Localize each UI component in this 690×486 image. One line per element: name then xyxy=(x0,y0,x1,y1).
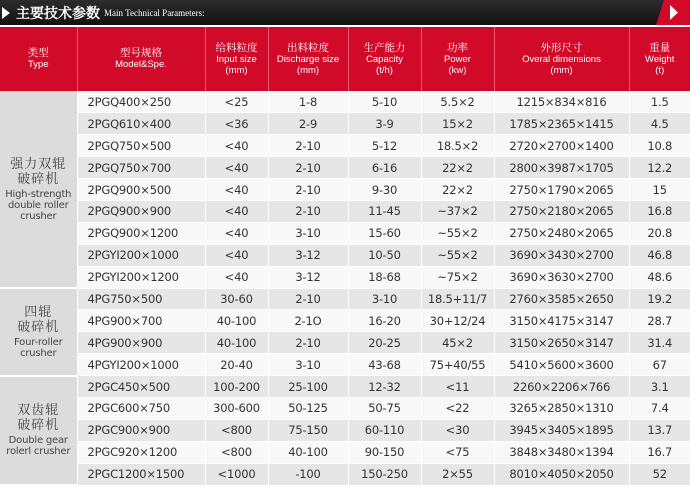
discharge-size-cell: 25-100 xyxy=(268,376,348,398)
weight-cell: 28.7 xyxy=(629,310,690,332)
dimensions-cell: 2750×2480×2065 xyxy=(494,222,629,244)
power-cell: <30 xyxy=(421,419,494,441)
crusher-type-name-en xyxy=(0,189,77,222)
capacity-cell: 43-68 xyxy=(348,354,421,376)
discharge-size-cell: 2-10 xyxy=(268,157,348,179)
table-row xyxy=(0,288,690,310)
column-header-cn: 出料粒度 xyxy=(269,43,348,54)
model-cell: 4PG750×500 xyxy=(77,288,205,310)
dimensions-cell: 5410×5600×3600 xyxy=(494,354,629,376)
column-header-cn: 重量 xyxy=(630,43,690,54)
capacity-cell: 20-25 xyxy=(348,332,421,354)
weight-cell: 4.5 xyxy=(629,113,690,135)
crusher-type-name-en-line: High-strength xyxy=(5,189,71,200)
model-cell: 2PGC920×1200 xyxy=(77,441,205,463)
discharge-size-cell: 3-10 xyxy=(268,222,348,244)
capacity-cell: 9-30 xyxy=(348,179,421,201)
discharge-size-cell: 2-10 xyxy=(268,200,348,222)
weight-cell: 19.2 xyxy=(629,288,690,310)
table-row xyxy=(0,463,690,485)
crusher-type-name-en-line: crusher xyxy=(20,348,56,359)
dimensions-cell: 3150×2650×3147 xyxy=(494,332,629,354)
discharge-size-cell: 50-125 xyxy=(268,397,348,419)
table-row xyxy=(0,266,690,288)
discharge-size-cell: -100 xyxy=(268,463,348,485)
power-cell: 2×55 xyxy=(421,463,494,485)
model-cell: 2PGYI200×1000 xyxy=(77,244,205,266)
power-cell: 22×2 xyxy=(421,179,494,201)
weight-cell: 16.8 xyxy=(629,200,690,222)
crusher-type-name-en-line: Four-roller xyxy=(14,337,63,348)
discharge-size-cell: 3-10 xyxy=(268,354,348,376)
power-cell: 30+12/24 xyxy=(421,310,494,332)
model-cell: 2PGC1200×1500 xyxy=(77,463,205,485)
weight-cell: 12.2 xyxy=(629,157,690,179)
discharge-size-cell: 2-10 xyxy=(268,288,348,310)
column-header xyxy=(77,27,205,91)
dimensions-cell: 3265×2850×1310 xyxy=(494,397,629,419)
discharge-size-cell: 2-1O xyxy=(268,310,348,332)
dimensions-cell: 1785×2365×1415 xyxy=(494,113,629,135)
column-header-unit: (t/h) xyxy=(349,65,421,76)
column-header-en: Capacity xyxy=(349,54,421,65)
crusher-type-name-cn-line: 四辊 xyxy=(24,305,52,320)
crusher-type-name-en-line: double roller xyxy=(8,200,69,211)
table-row xyxy=(0,397,690,419)
power-cell: 18.5×2 xyxy=(421,135,494,157)
crusher-type-name-cn-line: 破碎机 xyxy=(17,172,59,187)
header-row xyxy=(0,27,690,91)
discharge-size-cell: 2-9 xyxy=(268,113,348,135)
input-size-cell: <40 xyxy=(205,179,268,201)
weight-cell: 1.5 xyxy=(629,91,690,113)
crusher-type-name-cn-line: 强力双辊 xyxy=(10,157,66,172)
weight-cell: 52 xyxy=(629,463,690,485)
capacity-cell: 11-45 xyxy=(348,200,421,222)
weight-cell: 46.8 xyxy=(629,244,690,266)
column-header-unit: (mm) xyxy=(495,65,629,76)
weight-cell: 67 xyxy=(629,354,690,376)
crusher-type-name-en-line: Double gear xyxy=(9,435,68,446)
weight-cell: 16.7 xyxy=(629,441,690,463)
spec-table xyxy=(0,27,690,486)
power-cell: 5.5×2 xyxy=(421,91,494,113)
table-row xyxy=(0,354,690,376)
table-row xyxy=(0,91,690,113)
column-header xyxy=(205,27,268,91)
model-cell: 2PGC900×900 xyxy=(77,419,205,441)
power-cell: 22×2 xyxy=(421,157,494,179)
capacity-cell: 3-10 xyxy=(348,288,421,310)
capacity-cell: 10-50 xyxy=(348,244,421,266)
capacity-cell: 12-32 xyxy=(348,376,421,398)
dimensions-cell: 3150×4175×3147 xyxy=(494,310,629,332)
input-size-cell: 300-600 xyxy=(205,397,268,419)
capacity-cell: 150-250 xyxy=(348,463,421,485)
power-cell: ~37×2 xyxy=(421,200,494,222)
power-cell: 18.5+11/7 xyxy=(421,288,494,310)
capacity-cell: 16-20 xyxy=(348,310,421,332)
input-size-cell: <40 xyxy=(205,157,268,179)
table-row xyxy=(0,244,690,266)
table-row xyxy=(0,179,690,201)
crusher-type-cell xyxy=(0,288,77,376)
power-cell: ~75×2 xyxy=(421,266,494,288)
column-header-en: Type xyxy=(0,59,77,70)
input-size-cell: <40 xyxy=(205,135,268,157)
section-title-en: Main Technical Parameters: xyxy=(104,8,205,18)
column-header-cn: 类型 xyxy=(0,48,77,59)
input-size-cell: <25 xyxy=(205,91,268,113)
column-header xyxy=(268,27,348,91)
column-header-en: Overal dimensions xyxy=(495,54,629,65)
dimensions-cell: 2760×3585×2650 xyxy=(494,288,629,310)
crusher-type-name-en-line: rolerl crusher xyxy=(6,446,70,457)
section-title-cn: 主要技术参数 xyxy=(16,3,100,23)
input-size-cell: 40-100 xyxy=(205,332,268,354)
weight-cell: 13.7 xyxy=(629,419,690,441)
power-cell: 45×2 xyxy=(421,332,494,354)
crusher-type-name-cn xyxy=(0,305,77,335)
input-size-cell: <800 xyxy=(205,441,268,463)
model-cell: 4PGYI200×1000 xyxy=(77,354,205,376)
crusher-type-name-cn-line: 双齿辊 xyxy=(17,403,59,418)
table-row xyxy=(0,113,690,135)
model-cell: 2PGQ900×500 xyxy=(77,179,205,201)
weight-cell: 15 xyxy=(629,179,690,201)
crusher-type-name-cn-line: 破碎机 xyxy=(17,418,59,433)
column-header xyxy=(629,27,690,91)
input-size-cell: <40 xyxy=(205,244,268,266)
dimensions-cell: 2720×2700×1400 xyxy=(494,135,629,157)
discharge-size-cell: 2-10 xyxy=(268,179,348,201)
table-row xyxy=(0,376,690,398)
crusher-type-cell xyxy=(0,376,77,485)
weight-cell: 3.1 xyxy=(629,376,690,398)
arrow-icon xyxy=(2,7,10,19)
crusher-type-name-en-line: crusher xyxy=(20,211,56,222)
model-cell: 2PGQ900×900 xyxy=(77,200,205,222)
table-row xyxy=(0,310,690,332)
model-cell: 2PGQ900×1200 xyxy=(77,222,205,244)
model-cell: 4PG900×700 xyxy=(77,310,205,332)
power-cell: 75+40/55 xyxy=(421,354,494,376)
model-cell: 2PGYI200×1200 xyxy=(77,266,205,288)
capacity-cell: 60-110 xyxy=(348,419,421,441)
discharge-size-cell: 1-8 xyxy=(268,91,348,113)
model-cell: 2PGQ750×500 xyxy=(77,135,205,157)
dimensions-cell: 3690×3430×2700 xyxy=(494,244,629,266)
discharge-size-cell: 3-12 xyxy=(268,266,348,288)
dimensions-cell: 2260×2206×766 xyxy=(494,376,629,398)
table-row xyxy=(0,441,690,463)
column-header xyxy=(421,27,494,91)
table-row xyxy=(0,135,690,157)
power-cell: ~55×2 xyxy=(421,222,494,244)
power-cell: <22 xyxy=(421,397,494,419)
weight-cell: 7.4 xyxy=(629,397,690,419)
dimensions-cell: 1215×834×816 xyxy=(494,91,629,113)
column-header-cn: 功率 xyxy=(422,43,494,54)
column-header-unit: (kw) xyxy=(422,65,494,76)
crusher-type-name-cn xyxy=(0,157,77,187)
discharge-size-cell: 75-150 xyxy=(268,419,348,441)
column-header-cn: 给料粒度 xyxy=(206,43,268,54)
capacity-cell: 5-12 xyxy=(348,135,421,157)
capacity-cell: 90-150 xyxy=(348,441,421,463)
capacity-cell: 5-10 xyxy=(348,91,421,113)
column-header xyxy=(348,27,421,91)
power-cell: <11 xyxy=(421,376,494,398)
weight-cell: 10.8 xyxy=(629,135,690,157)
column-header-en: Weight xyxy=(630,54,690,65)
column-header-unit: (mm) xyxy=(269,65,348,76)
column-header-unit: (mm) xyxy=(206,65,268,76)
table-row xyxy=(0,222,690,244)
crusher-type-name-en xyxy=(0,435,77,457)
capacity-cell: 3-9 xyxy=(348,113,421,135)
dimensions-cell: 3848×3480×1394 xyxy=(494,441,629,463)
table-body xyxy=(0,91,690,485)
column-header xyxy=(0,27,77,91)
column-header-cn: 生产能力 xyxy=(349,43,421,54)
discharge-size-cell: 40-100 xyxy=(268,441,348,463)
column-header-en: Discharge size xyxy=(269,54,348,65)
model-cell: 2PGC600×750 xyxy=(77,397,205,419)
dimensions-cell: 3945×3405×1895 xyxy=(494,419,629,441)
column-header-cn: 型号规格 xyxy=(78,48,205,59)
column-header-en: Model&Spe. xyxy=(78,59,205,70)
title-bar xyxy=(0,0,690,25)
discharge-size-cell: 2-10 xyxy=(268,332,348,354)
capacity-cell: 18-68 xyxy=(348,266,421,288)
weight-cell: 31.4 xyxy=(629,332,690,354)
discharge-size-cell: 2-10 xyxy=(268,135,348,157)
model-cell: 2PGQ610×400 xyxy=(77,113,205,135)
input-size-cell: <1000 xyxy=(205,463,268,485)
model-cell: 4PG900×900 xyxy=(77,332,205,354)
weight-cell: 48.6 xyxy=(629,266,690,288)
dimensions-cell: 8010×4050×2050 xyxy=(494,463,629,485)
table-row xyxy=(0,157,690,179)
weight-cell: 20.8 xyxy=(629,222,690,244)
capacity-cell: 50-75 xyxy=(348,397,421,419)
input-size-cell: <800 xyxy=(205,419,268,441)
input-size-cell: 30-60 xyxy=(205,288,268,310)
model-cell: 2PGC450×500 xyxy=(77,376,205,398)
dimensions-cell: 2800×3987×1705 xyxy=(494,157,629,179)
input-size-cell: 100-200 xyxy=(205,376,268,398)
column-header xyxy=(494,27,629,91)
input-size-cell: <40 xyxy=(205,200,268,222)
input-size-cell: 20-40 xyxy=(205,354,268,376)
column-header-cn: 外形尺寸 xyxy=(495,43,629,54)
corner-decoration-icon xyxy=(656,0,690,25)
dimensions-cell: 2750×2180×2065 xyxy=(494,200,629,222)
model-cell: 2PGQ750×700 xyxy=(77,157,205,179)
discharge-size-cell: 3-12 xyxy=(268,244,348,266)
power-cell: 15×2 xyxy=(421,113,494,135)
input-size-cell: <40 xyxy=(205,266,268,288)
column-header-en: Power xyxy=(422,54,494,65)
column-header-unit: (t) xyxy=(630,65,690,76)
crusher-type-cell xyxy=(0,91,77,288)
column-header-en: Input size xyxy=(206,54,268,65)
capacity-cell: 15-60 xyxy=(348,222,421,244)
crusher-type-name-cn-line: 破碎机 xyxy=(17,320,59,335)
capacity-cell: 6-16 xyxy=(348,157,421,179)
model-cell: 2PGQ400×250 xyxy=(77,91,205,113)
power-cell: <75 xyxy=(421,441,494,463)
power-cell: ~55×2 xyxy=(421,244,494,266)
input-size-cell: 40-100 xyxy=(205,310,268,332)
table-row xyxy=(0,332,690,354)
table-row xyxy=(0,200,690,222)
dimensions-cell: 3690×3630×2700 xyxy=(494,266,629,288)
dimensions-cell: 2750×1790×2065 xyxy=(494,179,629,201)
input-size-cell: <40 xyxy=(205,222,268,244)
crusher-type-name-cn xyxy=(0,403,77,433)
crusher-type-name-en xyxy=(0,337,77,359)
table-row xyxy=(0,419,690,441)
input-size-cell: <36 xyxy=(205,113,268,135)
